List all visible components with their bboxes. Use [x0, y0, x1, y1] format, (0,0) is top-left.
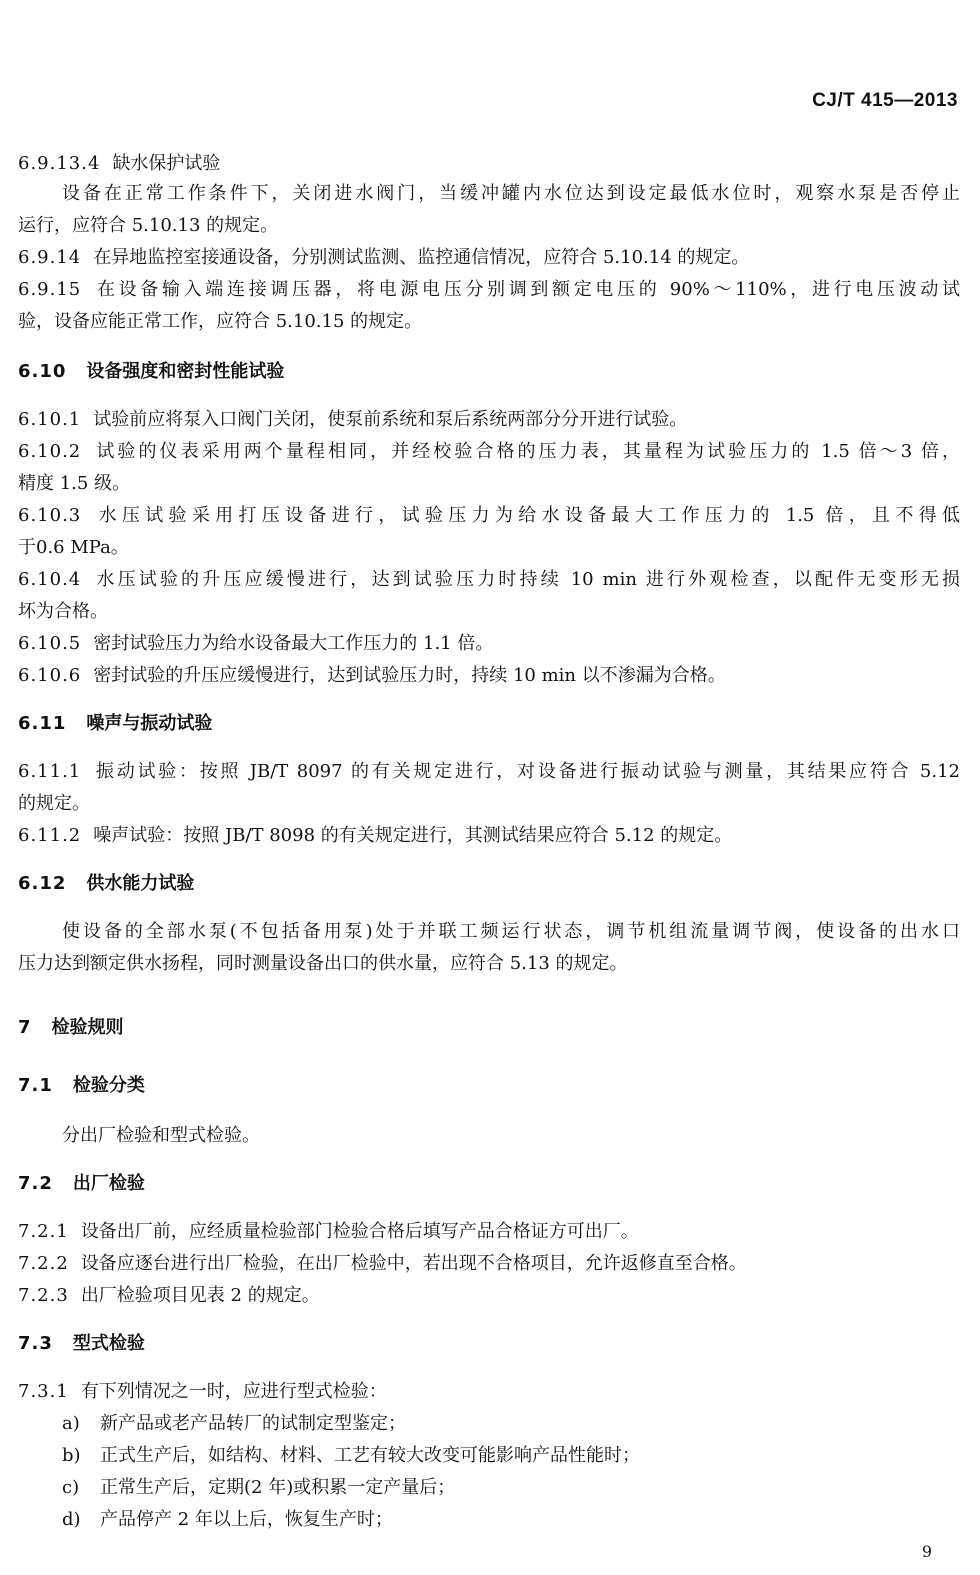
- clause-line: 6.10.4 水压试验的升压应缓慢进行，达到试验压力时持续 10 min 进行外观检查，以配件无变形无损: [18, 569, 960, 590]
- list-item: a) 新产品或老产品转厂的试制定型鉴定；: [62, 1413, 406, 1434]
- list-item: d) 产品停产 2 年以上后，恢复生产时；: [62, 1509, 393, 1530]
- clause-line: 6.10.1 试验前应将泵入口阀门关闭，使泵前系统和泵后系统两部分分开进行试验。: [18, 409, 688, 430]
- clause-line: 6.9.15 在设备输入端连接调压器，将电源电压分别调到额定电压的 90%～110%，进行电压波动试: [18, 279, 960, 300]
- clause-line: 6.10.3 水压试验采用打压设备进行，试验压力为给水设备最大工作压力的 1.5 倍，且不得低: [18, 505, 960, 526]
- section-heading: 7.3 型式检验: [18, 1333, 145, 1354]
- page-number: 9: [921, 1542, 932, 1561]
- section-heading: 6.11 噪声与振动试验: [18, 713, 213, 734]
- section-heading: 6.12 供水能力试验: [18, 873, 195, 894]
- clause-text: 使设备的全部水泵(不包括备用泵)处于并联工频运行状态，调节机组流量调节阀，使设备的出水口: [62, 921, 960, 942]
- clause-text: 压力达到额定供水扬程，同时测量设备出口的供水量，应符合 5.13 的规定。: [18, 953, 628, 974]
- clause-line: 7.2.3 出厂检验项目见表 2 的规定。: [18, 1285, 320, 1306]
- clause-text: 设备在正常工作条件下，关闭进水阀门，当缓冲罐内水位达到设定最低水位时，观察水泵是否停止: [62, 183, 960, 204]
- clause-line: 6.11.2 噪声试验：按照 JB/T 8098 的有关规定进行，其测试结果应符合 5.12 的规定。: [18, 825, 733, 846]
- clause-text: 的规定。: [18, 793, 90, 814]
- clause-text: 于0.6 MPa。: [18, 537, 129, 558]
- clause-text: 精度 1.5 级。: [18, 473, 131, 494]
- list-item: b) 正式生产后，如结构、材料、工艺有较大改变可能影响产品性能时；: [62, 1445, 640, 1466]
- clause-text: 分出厂检验和型式检验。: [62, 1125, 260, 1146]
- clause-line: 6.10.6 密封试验的升压应缓慢进行，达到试验压力时，持续 10 min 以不渗漏为合格。: [18, 665, 726, 686]
- clause-line: 6.11.1 振动试验：按照 JB/T 8097 的有关规定进行，对设备进行振动试验与测量，其结果应符合 5.12: [18, 761, 960, 782]
- section-heading: 7.1 检验分类: [18, 1075, 145, 1096]
- standard-code: CJ/T 415—2013: [812, 90, 958, 111]
- clause-line: 6.9.13.4 缺水保护试验: [18, 153, 221, 174]
- section-heading: 6.10 设备强度和密封性能试验: [18, 361, 285, 382]
- list-item: c) 正常生产后，定期(2 年)或积累一定产量后；: [62, 1477, 456, 1498]
- clause-line: 6.9.14 在异地监控室接通设备，分别测试监测、监控通信情况，应符合 5.10.14 的规定。: [18, 247, 750, 268]
- clause-line: 6.10.2 试验的仪表采用两个量程相同，并经校验合格的压力表，其量程为试验压力的 1.5 倍～3 倍，: [18, 441, 960, 462]
- clause-line: 6.10.5 密封试验压力为给水设备最大工作压力的 1.1 倍。: [18, 633, 494, 654]
- clause-line: 7.2.1 设备出厂前，应经质量检验部门检验合格后填写产品合格证方可出厂。: [18, 1221, 639, 1242]
- section-heading: 7.2 出厂检验: [18, 1173, 145, 1194]
- clause-text: 坏为合格。: [18, 601, 108, 622]
- chapter-heading: 7 检验规则: [18, 1017, 124, 1038]
- clause-line: 7.3.1 有下列情况之一时，应进行型式检验：: [18, 1381, 387, 1402]
- clause-line: 7.2.2 设备应逐台进行出厂检验，在出厂检验中，若出现不合格项目，允许返修直至合格。: [18, 1253, 747, 1274]
- clause-text: 运行，应符合 5.10.13 的规定。: [18, 215, 279, 236]
- clause-text: 验，设备应能正常工作，应符合 5.10.15 的规定。: [18, 311, 423, 332]
